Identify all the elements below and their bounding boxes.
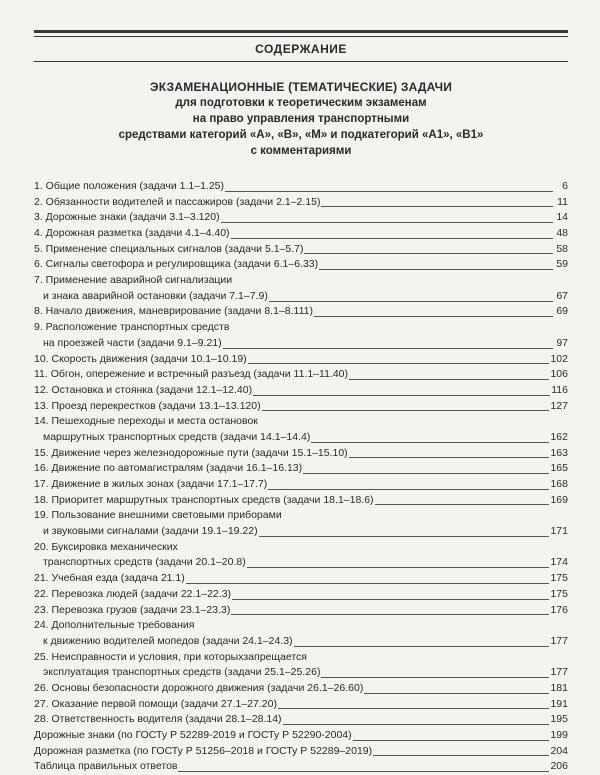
toc-leader-line <box>349 378 549 380</box>
toc-entry-title: 12. Остановка и стоянка (задачи 12.1–12.40) <box>34 383 253 396</box>
toc-entry[interactable] <box>34 728 568 744</box>
toc-entry-title: 23. Перевозка грузов (задачи 23.1–23.3) <box>34 603 231 616</box>
toc-page-number: 165 <box>550 462 568 475</box>
toc-page-number: 206 <box>550 760 568 773</box>
toc-entry[interactable] <box>34 759 568 775</box>
toc-leader-line <box>304 252 553 254</box>
toc-leader-line <box>253 394 550 396</box>
toc-page-number: 204 <box>550 744 568 757</box>
toc-entry[interactable] <box>34 618 568 649</box>
toc-entry[interactable] <box>34 242 568 258</box>
toc-leader-line <box>321 676 549 678</box>
toc-leader-line <box>231 613 549 615</box>
toc-entry[interactable] <box>34 414 568 445</box>
toc-leader-line <box>303 472 549 474</box>
toc-entry-title: на проезжей части (задачи 9.1–9.21) <box>43 336 222 349</box>
page <box>34 30 568 775</box>
toc-entry-title: 21. Учебная езда (задача 21.1) <box>34 572 185 585</box>
toc-entry-title: Таблица правильных ответов <box>34 760 178 773</box>
toc-entry[interactable] <box>34 508 568 539</box>
toc-page-number: 175 <box>550 572 568 585</box>
toc-page-number: 169 <box>550 493 568 506</box>
toc-entry[interactable] <box>34 352 568 368</box>
toc-page-number: 6 <box>562 179 568 192</box>
toc-entry[interactable] <box>34 179 568 195</box>
toc-entry-title: 18. Приоритет маршрутных транспортных средств (задачи 18.1–18.6) <box>34 493 374 506</box>
toc-entry[interactable] <box>34 493 568 509</box>
subtitle-line: ЭКЗАМЕНАЦИОННЫЕ (ТЕМАТИЧЕСКИЕ) ЗАДАЧИ <box>149 80 453 94</box>
toc-entry[interactable] <box>34 195 568 211</box>
toc-page-number: 177 <box>550 634 568 647</box>
toc-page-number: 127 <box>550 399 568 412</box>
toc-page-number: 199 <box>550 729 568 742</box>
toc-page-number: 11 <box>557 195 568 208</box>
toc-leader-line <box>186 582 550 584</box>
toc-entry-title: 15. Движение через железнодорожные пути (задачи 15.1–15.10) <box>34 446 348 459</box>
toc-entry-title: 14. Пешеходные переходы и места остановок <box>34 415 258 428</box>
subtitle-line: для подготовки к теоретическим экзаменам <box>175 97 427 109</box>
toc-page-number: 97 <box>556 336 568 349</box>
toc-entry-title: 2. Обязанности водителей и пассажиров (задачи 2.1–2.15) <box>34 195 321 208</box>
toc-entry-title: к движению водителей мопедов (задачи 24.1–24.3) <box>43 634 293 647</box>
toc-leader-line <box>248 362 550 364</box>
toc-entry-title: 1. Общие положения (задачи 1.1–1.25) <box>34 179 225 192</box>
toc-page-number: 168 <box>550 478 568 491</box>
toc-leader-line <box>225 190 553 192</box>
toc-page-number: 14 <box>556 211 568 224</box>
section-subtitle <box>34 79 568 159</box>
toc-entry-title: 5. Применение специальных сигналов (задачи 5.1–5.7) <box>34 242 304 255</box>
toc-leader-line <box>178 770 549 772</box>
toc-entry-title: 24. Дополнительные требования <box>34 619 195 632</box>
toc-entry-title: 10. Скорость движения (задачи 10.1–10.19) <box>34 352 247 365</box>
toc-leader-line <box>364 692 549 694</box>
header-bottom-rule <box>34 61 568 62</box>
toc-entry-title: 19. Пользование внешними световыми приборами <box>34 509 282 522</box>
toc-leader-line <box>231 237 553 239</box>
toc-entry-title: 27. Оказание первой помощи (задачи 27.1–27.20) <box>34 697 277 710</box>
toc-entry[interactable] <box>34 650 568 681</box>
toc-page-number: 106 <box>550 368 568 381</box>
toc-page-number: 102 <box>550 352 568 365</box>
toc-page-number: 116 <box>551 383 568 396</box>
toc-page-number: 59 <box>556 258 568 271</box>
toc-entry[interactable] <box>34 273 568 304</box>
subtitle-line: с комментариями <box>250 145 352 157</box>
toc-leader-line <box>314 315 553 317</box>
toc-entry-title: 9. Расположение транспортных средств <box>34 321 230 334</box>
toc-leader-line <box>283 723 550 725</box>
toc-entry-title: 20. Буксировка механических <box>34 540 178 553</box>
toc-entry-title: 6. Сигналы светофора и регулировщика (задачи 6.1–6.33) <box>34 258 319 271</box>
toc-page-number: 162 <box>550 430 568 443</box>
toc-entry-title: 17. Движение в жилых зонах (задачи 17.1–17.7) <box>34 478 268 491</box>
table-of-contents <box>34 179 568 775</box>
toc-entry-title: 7. Применение аварийной сигнализации <box>34 274 233 287</box>
toc-leader-line <box>259 535 550 537</box>
toc-leader-line <box>311 441 549 443</box>
toc-entry[interactable] <box>34 697 568 713</box>
toc-leader-line <box>319 268 553 270</box>
toc-entry-title: маршрутных транспортных средств (задачи 14.1–14.4) <box>43 430 311 443</box>
toc-entry[interactable] <box>34 210 568 226</box>
toc-leader-line <box>373 754 549 756</box>
toc-leader-line <box>278 707 550 709</box>
toc-entry[interactable] <box>34 587 568 603</box>
toc-entry-title: 3. Дорожные знаки (задачи 3.1–3.120) <box>34 211 220 224</box>
toc-page-number: 163 <box>550 446 568 459</box>
toc-entry[interactable] <box>34 540 568 571</box>
toc-entry-title: Дорожная разметка (по ГОСТу Р 51256–2018 и ГОСТу Р 52289–2019) <box>34 744 373 757</box>
toc-entry[interactable] <box>34 603 568 619</box>
toc-leader-line <box>232 598 549 600</box>
toc-entry-title: и знака аварийной остановки (задачи 7.1–7.9) <box>43 289 268 302</box>
toc-leader-line <box>375 503 550 505</box>
toc-page-number: 48 <box>556 227 568 240</box>
toc-page-number: 175 <box>550 587 568 600</box>
toc-entry-title: 28. Ответственность водителя (задачи 28.1–28.14) <box>34 713 282 726</box>
toc-entry-title: 4. Дорожная разметка (задачи 4.1–4.40) <box>34 227 230 240</box>
toc-leader-line <box>349 456 550 458</box>
toc-page-number: 69 <box>556 305 568 318</box>
toc-page-number: 171 <box>550 525 568 538</box>
toc-entry-title: транспортных средств (задачи 20.1–20.8) <box>43 556 246 569</box>
toc-leader-line <box>223 347 553 349</box>
toc-page-number: 177 <box>550 666 568 679</box>
toc-entry[interactable] <box>34 226 568 242</box>
toc-page-number: 176 <box>550 603 568 616</box>
toc-entry[interactable] <box>34 744 568 760</box>
toc-page-number: 195 <box>550 713 568 726</box>
toc-entry[interactable] <box>34 320 568 351</box>
toc-leader-line <box>294 645 550 647</box>
toc-entry[interactable] <box>34 257 568 273</box>
toc-entry[interactable] <box>34 399 568 415</box>
toc-leader-line <box>353 739 550 741</box>
toc-entry-title: и звуковыми сигналами (задачи 19.1–19.22) <box>43 525 258 538</box>
toc-entry[interactable] <box>34 461 568 477</box>
toc-entry[interactable] <box>34 681 568 697</box>
toc-entry-title: Дорожные знаки (по ГОСТу Р 52289-2019 и ГОСТу Р 52290-2004) <box>34 729 352 742</box>
toc-entry[interactable] <box>34 571 568 587</box>
toc-entry[interactable] <box>34 383 568 399</box>
toc-leader-line <box>247 566 550 568</box>
subtitle-line: средствами категорий «А», «В», «М» и подкатегорий «А1», «В1» <box>118 129 484 141</box>
toc-leader-line <box>268 488 549 490</box>
toc-entry[interactable] <box>34 446 568 462</box>
toc-page-number: 67 <box>556 289 568 302</box>
subtitle-line: на право управления транспортными <box>192 113 410 125</box>
toc-leader-line <box>269 300 553 302</box>
toc-entry-title: 8. Начало движения, маневрирование (задачи 8.1–8.111) <box>34 305 313 318</box>
toc-page-number: 181 <box>550 681 568 694</box>
toc-entry[interactable] <box>34 367 568 383</box>
toc-page-number: 174 <box>550 556 568 569</box>
toc-leader-line <box>262 409 550 411</box>
toc-entry-title: 11. Обгон, опережение и встречный разъезд (задачи 11.1–11.40) <box>34 368 349 381</box>
toc-leader-line <box>221 221 553 223</box>
toc-entry[interactable] <box>34 712 568 728</box>
toc-entry-title: 26. Основы безопасности дорожного движения (задачи 26.1–26.60) <box>34 681 364 694</box>
toc-page-number: 191 <box>550 697 568 710</box>
toc-entry-title: 25. Неисправности и условия, при которыхзапрещается <box>34 650 307 663</box>
page-title: СОДЕРЖАНИЕ <box>255 42 347 56</box>
toc-entry[interactable] <box>34 477 568 493</box>
toc-entry-title: 22. Перевозка людей (задачи 22.1–22.3) <box>34 587 232 600</box>
toc-entry-title: эксплуатация транспортных средств (задачи 25.1–25.26) <box>43 666 321 679</box>
header-top-rule <box>34 30 568 37</box>
toc-page-number: 58 <box>556 242 568 255</box>
toc-entry-title: 13. Проезд перекрестков (задачи 13.1–13.120) <box>34 399 261 412</box>
toc-entry[interactable] <box>34 305 568 321</box>
toc-leader-line <box>321 205 553 207</box>
toc-entry-title: 16. Движение по автомагистралям (задачи 16.1–16.13) <box>34 462 303 475</box>
